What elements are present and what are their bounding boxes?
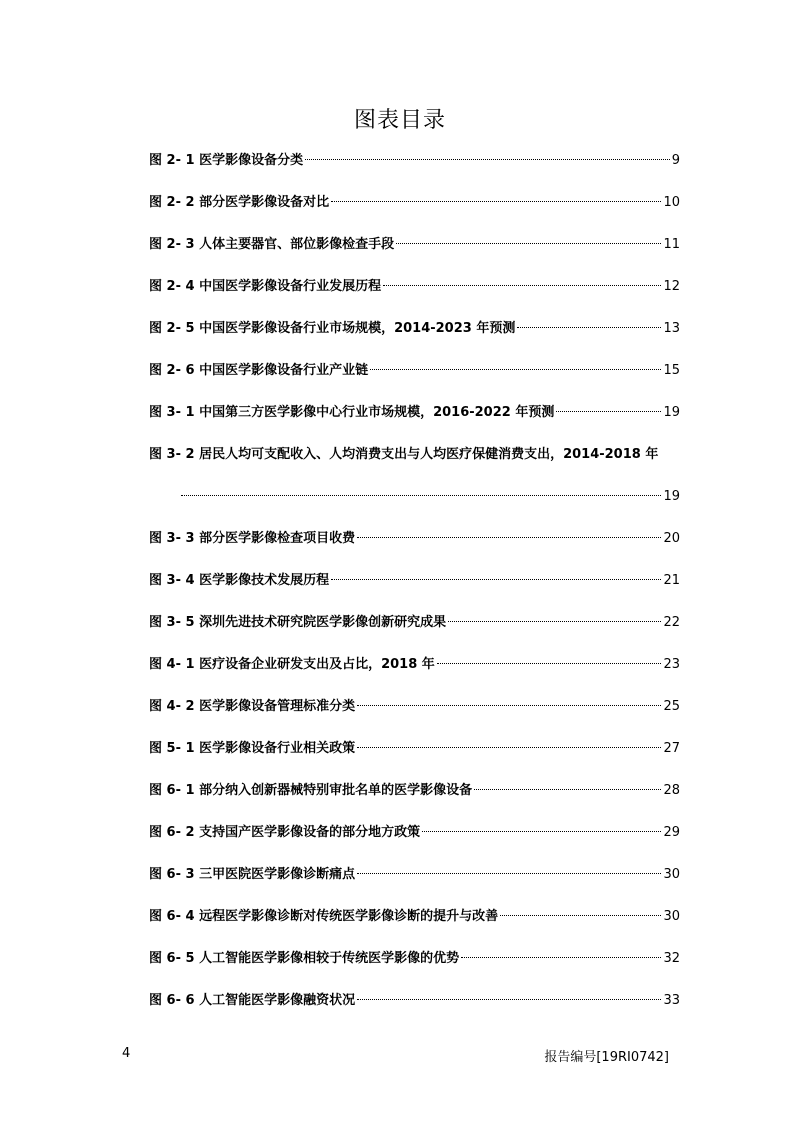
toc-entry-page: 33 xyxy=(663,993,680,1008)
toc-entry[interactable] xyxy=(149,232,680,274)
toc-entry-label: 图 6- 3 三甲医院医学影像诊断痛点 xyxy=(149,867,356,882)
leader-dots xyxy=(448,621,661,622)
toc-entry-page: 23 xyxy=(663,657,680,672)
toc-entry-label: 图 2- 5 中国医学影像设备行业市场规模，2014-2023 年预测 xyxy=(149,321,516,336)
toc-entry-page: 21 xyxy=(663,573,680,588)
toc-entry-label: 图 6- 2 支持国产医学影像设备的部分地方政策 xyxy=(149,825,421,840)
toc-entry-label: 图 6- 5 人工智能医学影像相较于传统医学影像的优势 xyxy=(149,951,460,966)
toc-entry[interactable] xyxy=(149,946,680,988)
leader-dots xyxy=(357,873,661,874)
toc-entry-label: 图 2- 6 中国医学影像设备行业产业链 xyxy=(149,363,369,378)
leader-dots xyxy=(370,369,661,370)
toc-entry-label: 图 2- 4 中国医学影像设备行业发展历程 xyxy=(149,279,382,294)
leader-dots xyxy=(437,663,662,664)
leader-dots xyxy=(331,579,661,580)
toc-entry[interactable] xyxy=(149,736,680,778)
toc-entry[interactable] xyxy=(149,358,680,400)
toc-entry[interactable] xyxy=(149,862,680,904)
toc-entry-page: 19 xyxy=(663,489,680,504)
toc-entry[interactable] xyxy=(149,148,680,190)
toc-entry-label: 图 6- 4 远程医学影像诊断对传统医学影像诊断的提升与改善 xyxy=(149,909,499,924)
toc-entry[interactable] xyxy=(149,316,680,358)
toc-entry-page: 32 xyxy=(663,951,680,966)
leader-dots xyxy=(556,411,661,412)
leader-dots xyxy=(396,243,661,244)
toc-entry[interactable] xyxy=(149,526,680,568)
page-number: 4 xyxy=(122,1046,131,1061)
toc-entry-label: 图 4- 1 医疗设备企业研发支出及占比，2018 年 xyxy=(149,657,435,672)
leader-dots xyxy=(357,999,661,1000)
toc-entry-label: 图 6- 1 部分纳入创新器械特别审批名单的医学影像设备 xyxy=(149,783,473,798)
toc-entry[interactable] xyxy=(149,190,680,232)
leader-dots xyxy=(357,747,661,748)
toc-entry-label: 图 2- 3 人体主要器官、部位影像检查手段 xyxy=(149,237,395,252)
leader-dots xyxy=(517,327,661,328)
toc-entry-page: 30 xyxy=(663,867,680,882)
toc-entry-page: 22 xyxy=(663,615,680,630)
leader-dots xyxy=(383,285,661,286)
leader-dots xyxy=(461,957,661,958)
toc-entry-page: 19 xyxy=(663,405,680,420)
toc-entry-page: 20 xyxy=(663,531,680,546)
report-id: 报告编号[19RI0742] xyxy=(544,1050,669,1065)
toc-entry-label: 图 4- 2 医学影像设备管理标准分类 xyxy=(149,699,356,714)
toc-entry[interactable] xyxy=(149,442,680,526)
figure-list xyxy=(149,148,680,1030)
leader-dots xyxy=(422,831,661,832)
leader-dots xyxy=(181,495,661,496)
page-title: 图表目录 xyxy=(353,108,446,133)
leader-dots xyxy=(474,789,661,790)
toc-entry[interactable] xyxy=(149,400,680,442)
leader-dots xyxy=(357,705,661,706)
toc-entry-label: 图 6- 6 人工智能医学影像融资状况 xyxy=(149,993,356,1008)
toc-entry-page: 9 xyxy=(671,153,680,168)
toc-entry-page: 13 xyxy=(663,321,680,336)
toc-entry[interactable] xyxy=(149,568,680,610)
toc-entry[interactable] xyxy=(149,652,680,694)
toc-entry-label: 图 2- 2 部分医学影像设备对比 xyxy=(149,195,330,210)
toc-entry[interactable] xyxy=(149,274,680,316)
toc-entry-label: 图 2- 1 医学影像设备分类 xyxy=(149,153,304,168)
leader-dots xyxy=(357,537,661,538)
toc-entry-label: 图 3- 5 深圳先进技术研究院医学影像创新研究成果 xyxy=(149,615,447,630)
toc-entry-page: 15 xyxy=(663,363,680,378)
toc-entry-page: 25 xyxy=(663,699,680,714)
toc-entry-page: 11 xyxy=(663,237,680,252)
leader-dots xyxy=(500,915,661,916)
toc-entry-page: 10 xyxy=(663,195,680,210)
toc-entry-page: 29 xyxy=(663,825,680,840)
toc-entry[interactable] xyxy=(149,820,680,862)
toc-entry-label: 图 3- 3 部分医学影像检查项目收费 xyxy=(149,531,356,546)
toc-entry-label: 图 5- 1 医学影像设备行业相关政策 xyxy=(149,741,356,756)
toc-entry-label: 图 3- 1 中国第三方医学影像中心行业市场规模，2016-2022 年预测 xyxy=(149,405,555,420)
toc-entry-label: 图 3- 4 医学影像技术发展历程 xyxy=(149,573,330,588)
toc-entry-page: 27 xyxy=(663,741,680,756)
toc-entry[interactable] xyxy=(149,988,680,1030)
leader-dots xyxy=(305,159,670,160)
leader-dots xyxy=(331,201,661,202)
toc-entry[interactable] xyxy=(149,778,680,820)
toc-entry-page: 28 xyxy=(663,783,680,798)
toc-entry-page: 12 xyxy=(663,279,680,294)
toc-entry[interactable] xyxy=(149,694,680,736)
toc-entry[interactable] xyxy=(149,904,680,946)
toc-entry[interactable] xyxy=(149,610,680,652)
toc-entry-label: 图 3- 2 居民人均可支配收入、人均消费支出与人均医疗保健消费支出，2014-2018 年 xyxy=(149,447,659,462)
toc-entry-page: 30 xyxy=(663,909,680,924)
